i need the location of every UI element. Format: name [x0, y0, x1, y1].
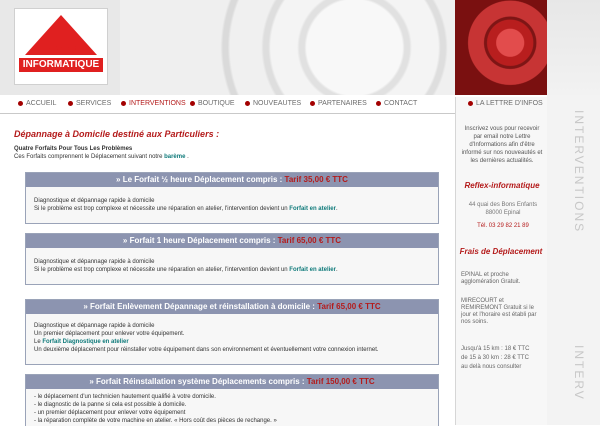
- bareme-link[interactable]: barème: [164, 154, 186, 160]
- frais-item-30km: de 15 à 30 km : 28 € TTC: [461, 355, 529, 361]
- nav-item-interventions[interactable]: INTERVENTIONS: [121, 100, 186, 107]
- bullet-icon: [68, 101, 73, 106]
- nav-item-accueil[interactable]: ACCUEIL: [18, 100, 56, 107]
- frais-item-mirecourt: MIRECOURT et REMIREMONT Gratuit si le jour et l'horaire est établi par nos soins.: [461, 298, 537, 325]
- logo-line1: Reflex: [41, 41, 81, 56]
- newsletter-text: Inscrivez vous pour recevoir par email notre Lettre d'Informations afin d'être informé sur nos nouveautés et les dernières actualités.: [461, 126, 543, 164]
- forfait-atelier-link[interactable]: Forfait en atelier: [289, 206, 336, 212]
- forfait-title: » Le Forfait ½ heure Déplacement compris : Tarif 35,00 € TTC: [26, 173, 438, 187]
- forfait-card: » Forfait 1 heure Déplacement compris : Tarif 65,00 € TTC Diagnostique et dépannage rapide à domicile Si le problème est trop complexe et nécessite une réparation en atelier, l'intervention devient un Forfait en atelier.: [25, 233, 439, 285]
- page-subtitle: Quatre Forfaits Pour Tous Les Problèmes: [14, 146, 133, 152]
- frais-item-consult: au delà nous consulter: [461, 364, 522, 370]
- company-name: Reflex-informatique: [464, 181, 540, 190]
- header-corner: [547, 0, 600, 95]
- forfait-card: » Forfait Réinstallation système Déplacements compris : Tarif 150,00 € TTC - le déplacement d'un technicien hautement qualifié à votre domicile. - le diagnostic de la panne si cela est possible à domicile. - un premier déplacement pour enlever votre équipement - la réparation complète de votre machine en atelier. « Hors coût des pièces de rechange. »: [25, 374, 439, 426]
- bullet-icon: [190, 101, 195, 106]
- bullet-icon: [121, 101, 126, 106]
- page-note: Ces Forfaits comprennent le Déplacement suivant notre barème .: [14, 154, 189, 160]
- frais-item-epinal: EPINAL et proche agglomération Gratuit.: [461, 272, 521, 285]
- forfait-title: » Forfait Réinstallation système Déplacements compris : Tarif 150,00 € TTC: [26, 375, 438, 389]
- forfait-title: » Forfait Enlèvement Dépannage et réinstallation à domicile : Tarif 65,00 € TTC: [26, 300, 438, 314]
- vertical-title: INTERVENTIONS: [572, 110, 586, 234]
- nav-item-partenaires[interactable]: PARTENAIRES: [310, 100, 367, 107]
- forfait-diagnostique-link[interactable]: Forfait Diagnostique en atelier: [42, 339, 129, 345]
- nav-item-services[interactable]: SERVICES: [68, 100, 111, 107]
- forfait-card: » Forfait Enlèvement Dépannage et réinstallation à domicile : Tarif 65,00 € TTC Diagnostique et dépannage rapide à domicile Un premier déplacement pour enlever votre équipement. Le Forfait Diagnostique en atelier Un deuxième déplacement pour réinstaller votre équipement dans son environnement et éventuellement votre connexion internet.: [25, 299, 439, 365]
- header-banner: [0, 0, 600, 95]
- bullet-icon: [245, 101, 250, 106]
- logo-line2: INFORMATIQUE: [19, 58, 103, 72]
- hard-drive-image: [455, 0, 547, 95]
- nav-item-nouveautes[interactable]: NOUVEAUTES: [245, 100, 301, 107]
- forfait-card: » Le Forfait ½ heure Déplacement compris : Tarif 35,00 € TTC Diagnostique et dépannage rapide à domicile Si le problème est trop complexe et nécessite une réparation en atelier, l'intervention devient un Forfait en atelier.: [25, 172, 439, 224]
- page-title: Dépannage à Domicile destiné aux Particuliers :: [14, 129, 220, 139]
- bullet-icon: [376, 101, 381, 106]
- nav-item-contact[interactable]: CONTACT: [376, 100, 417, 107]
- main-nav: [0, 97, 455, 114]
- newsletter-title[interactable]: LA LETTRE D'INFOS: [468, 100, 543, 107]
- bullet-icon: [310, 101, 315, 106]
- nav-item-boutique[interactable]: BOUTIQUE: [190, 100, 235, 107]
- forfait-atelier-link[interactable]: Forfait en atelier: [289, 267, 336, 273]
- forfait-title: » Forfait 1 heure Déplacement compris : Tarif 65,00 € TTC: [26, 234, 438, 248]
- header-decoration: [120, 0, 455, 95]
- frais-item-15km: Jusqu'à 15 km : 18 € TTC: [461, 346, 530, 352]
- vertical-title-2: INTERV: [572, 345, 586, 401]
- company-tel: Tél. 03 29 82 21 89: [477, 223, 529, 229]
- frais-title: Frais de Déplacement: [459, 247, 543, 256]
- bullet-icon: [468, 101, 473, 106]
- bullet-icon: [18, 101, 23, 106]
- company-address: 44 quai des Bons Enfants 88000 Epinal: [468, 202, 538, 216]
- reflex-logo[interactable]: [14, 8, 108, 85]
